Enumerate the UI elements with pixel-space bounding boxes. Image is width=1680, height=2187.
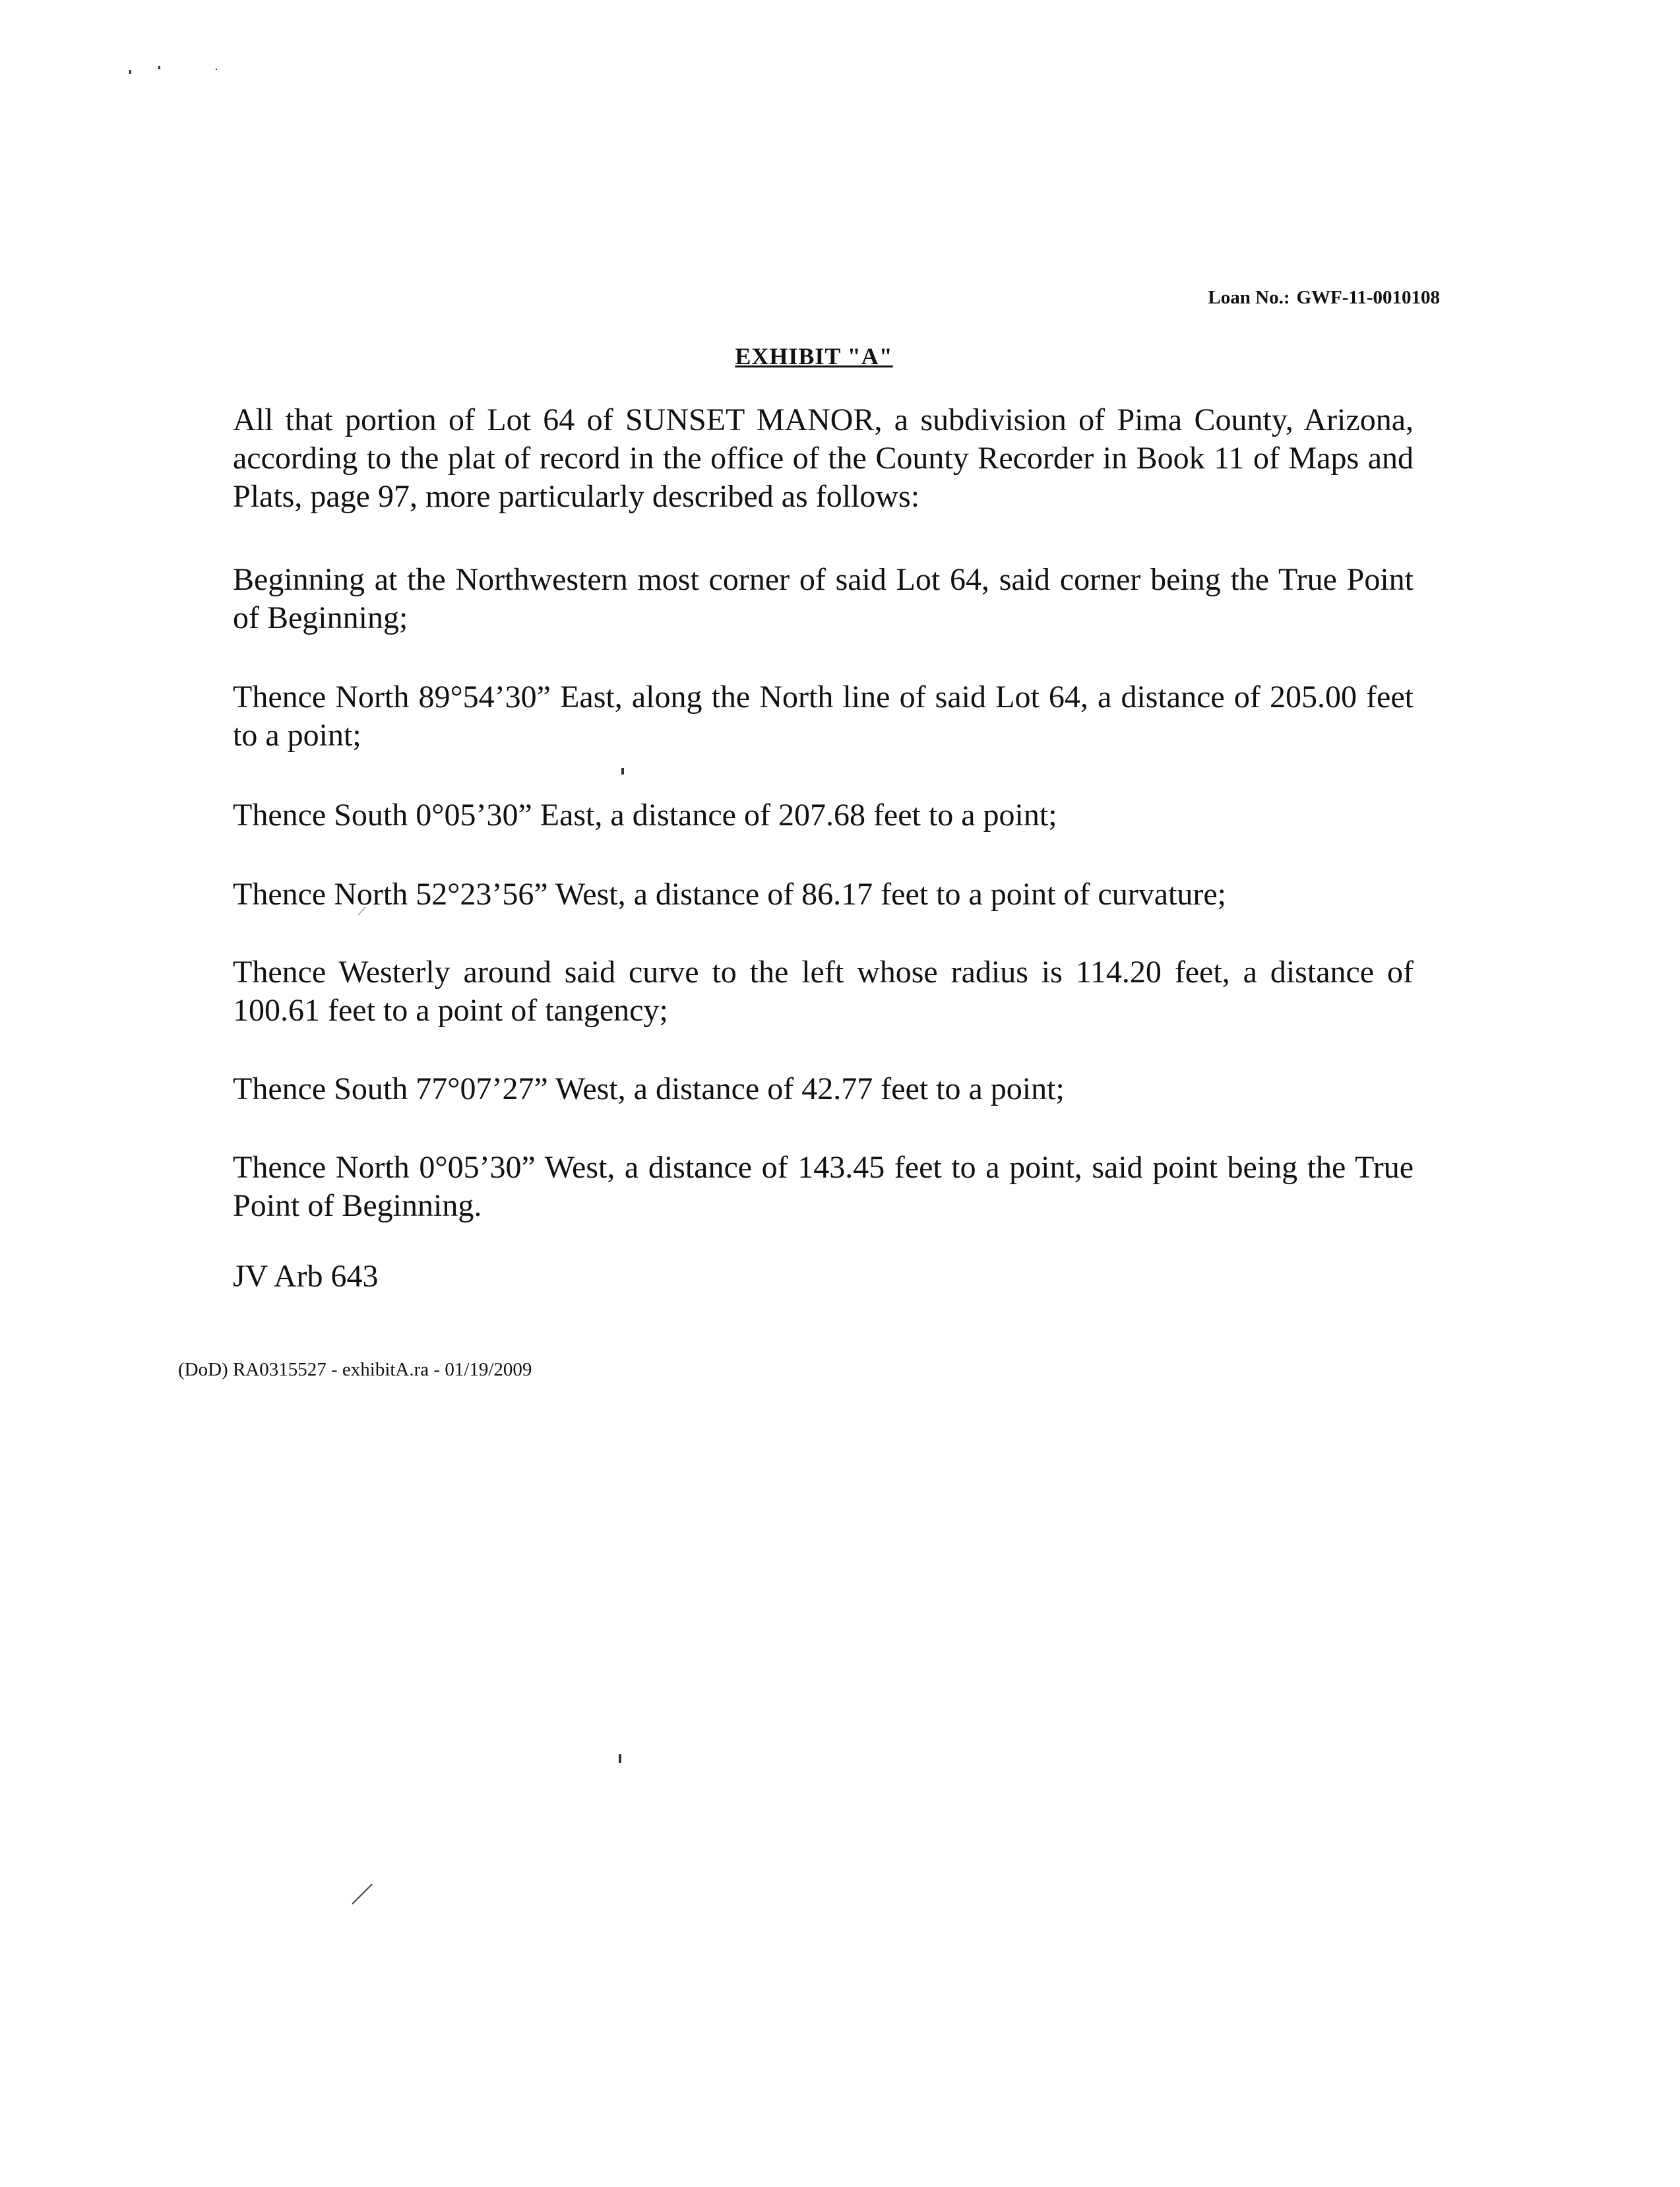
exhibit-title: EXHIBIT "A" <box>735 343 893 369</box>
course-paragraph: Thence North 0°05’30” West, a distance of 143.45 feet to a point, said point being the True Point of Beginning. <box>233 1150 1414 1223</box>
scan-speck <box>621 768 624 775</box>
loan-label: Loan No.: <box>1208 287 1290 308</box>
document-footer: (DoD) RA0315527 - exhibitA.ra - 01/19/2009 <box>178 1359 532 1380</box>
scan-speck <box>158 66 160 69</box>
course-paragraph: Thence North 52°23’56” West, a distance of 86.17 feet to a point of curvature; <box>233 877 1226 912</box>
course-paragraph: Thence South 77°07’27” West, a distance of 42.77 feet to a point; <box>233 1071 1065 1106</box>
course-paragraph: Thence South 0°05’30” East, a distance of 207.68 feet to a point; <box>233 798 1057 833</box>
scan-mark <box>350 1880 376 1907</box>
loan-number: GWF-11-0010108 <box>1296 287 1440 308</box>
scan-speck <box>129 70 131 74</box>
point-of-beginning-paragraph: Beginning at the Northwestern most corner of said Lot 64, said corner being the True Point of Beginning; <box>233 562 1414 635</box>
scan-speck <box>619 1754 621 1763</box>
loan-number-line <box>1208 287 1440 309</box>
course-paragraph: Thence Westerly around said curve to the left whose radius is 114.20 feet, a distance of 100.61 feet to a point of tangency; <box>233 955 1414 1028</box>
scan-speck <box>216 69 217 70</box>
scan-mark <box>356 904 369 917</box>
closing-reference: JV Arb 643 <box>233 1259 379 1294</box>
course-paragraph: Thence North 89°54’30” East, along the North line of said Lot 64, a distance of 205.00 feet to a point; <box>233 680 1414 753</box>
legal-description-paragraph: All that portion of Lot 64 of SUNSET MANOR, a subdivision of Pima County, Arizona, according to the plat of record in the office of the County Recorder in Book 11 of Maps and Plats, page 97, more particularly described as follows: <box>233 402 1414 514</box>
